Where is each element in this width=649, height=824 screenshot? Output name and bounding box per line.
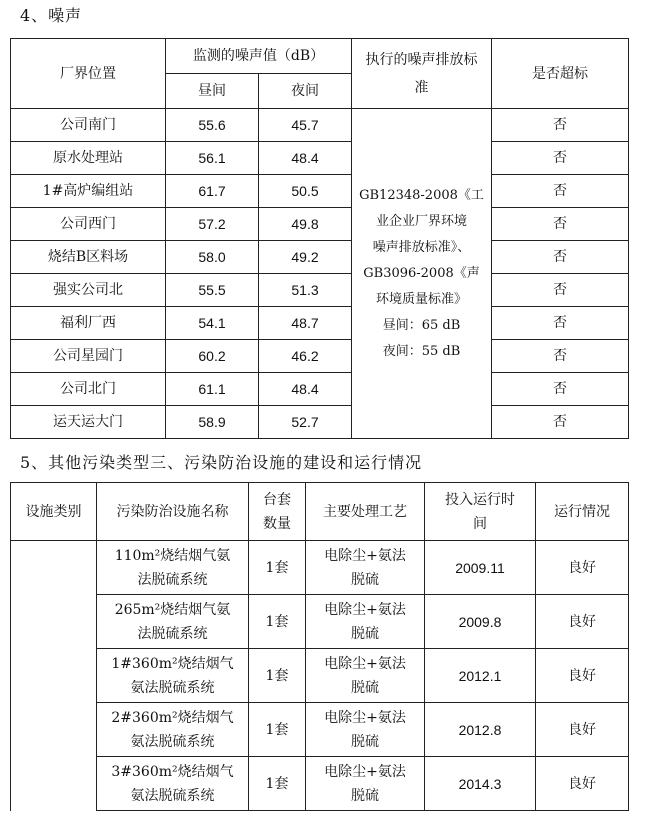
cell-process [306,703,425,757]
header-category: 设施类别 [11,483,97,541]
cell-exceed: 否 [492,406,629,439]
standard-line: GB12348-2008《工 [359,187,484,203]
cell-night: 48.4 [259,373,352,406]
cell-name [97,595,249,649]
process-line: 脱硫 [351,571,379,588]
cell-date: 2014.3 [425,757,536,811]
standard-line: 噪声排放标准》、 [372,239,471,255]
process-line: 电除尘+氨法 [324,547,406,564]
process-line: 电除尘+氨法 [324,709,406,726]
cell-status: 良好 [536,595,629,649]
table-row [11,406,629,439]
cell-status: 良好 [536,757,629,811]
header-count-line: 数量 [263,515,291,532]
cell-exceed: 否 [492,340,629,373]
cell-night: 50.5 [259,175,352,208]
header-day: 昼间 [166,74,259,109]
standard-line: 环境质量标准》 [375,291,467,307]
cell-night: 49.2 [259,241,352,274]
cell-exceed: 否 [492,373,629,406]
process-line: 脱硫 [351,787,379,804]
cell-exceed: 否 [492,307,629,340]
cell-location: 公司西门 [11,208,166,241]
process-line: 电除尘+氨法 [324,601,406,618]
header-noise-value: 监测的噪声值（dB） [166,39,352,74]
table-row [11,175,629,208]
table-row [11,757,629,811]
name-line: 265m²烧结烟气氨 [114,601,231,618]
cell-location: 公司北门 [11,373,166,406]
header-process: 主要处理工艺 [306,483,425,541]
header-date [425,483,536,541]
cell-name [97,757,249,811]
cell-standard [352,109,492,439]
table-row [11,373,629,406]
header-date-line: 投入运行时 [445,491,515,508]
cell-exceed: 否 [492,208,629,241]
cell-location: 原水处理站 [11,142,166,175]
name-line: 氨法脱硫系统 [130,733,215,750]
cell-process [306,757,425,811]
cell-status: 良好 [536,649,629,703]
cell-night: 52.7 [259,406,352,439]
facility-table [10,482,629,811]
cell-night: 46.2 [259,340,352,373]
facility-header-row [11,483,629,541]
cell-day: 61.7 [166,175,259,208]
table-row [11,340,629,373]
process-line: 电除尘+氨法 [324,655,406,672]
cell-day: 58.9 [166,406,259,439]
cell-day: 56.1 [166,142,259,175]
cell-count: 1套 [249,703,306,757]
cell-name [97,541,249,595]
table-row [11,142,629,175]
cell-date: 2009.11 [425,541,536,595]
noise-header-row [11,39,629,74]
noise-table [10,38,629,439]
cell-date: 2012.8 [425,703,536,757]
cell-date: 2009.8 [425,595,536,649]
process-line: 脱硫 [351,733,379,750]
table-row [11,649,629,703]
name-line: 法脱硫系统 [137,625,208,642]
cell-exceed: 否 [492,274,629,307]
table-row [11,109,629,142]
cell-location: 公司星园门 [11,340,166,373]
name-line: 法脱硫系统 [137,571,208,588]
cell-name [97,649,249,703]
table-row [11,241,629,274]
process-line: 电除尘+氨法 [324,763,406,780]
cell-process [306,595,425,649]
cell-count: 1套 [249,541,306,595]
cell-location: 福利厂西 [11,307,166,340]
cell-exceed: 否 [492,109,629,142]
process-line: 脱硫 [351,679,379,696]
cell-process [306,649,425,703]
cell-count: 1套 [249,649,306,703]
cell-name [97,703,249,757]
name-line: 氨法脱硫系统 [130,787,215,804]
header-name: 污染防治设施名称 [97,483,249,541]
header-count-line: 台套 [263,491,291,508]
section-5-heading: 5、其他污染类型三、污染防治设施的建设和运行情况 [20,453,423,472]
cell-night: 48.4 [259,142,352,175]
cell-night: 48.7 [259,307,352,340]
standard-line: 夜间：55 dB [382,343,461,359]
cell-night: 45.7 [259,109,352,142]
name-line: 2#360m²烧结烟气 [111,709,234,726]
cell-location: 运天运大门 [11,406,166,439]
header-status: 运行情况 [536,483,629,541]
standard-line: GB3096-2008《声 [363,265,480,281]
cell-count: 1套 [249,595,306,649]
cell-day: 54.1 [166,307,259,340]
cell-day: 55.6 [166,109,259,142]
header-standard: 执行的噪声排放标准 [352,39,492,109]
cell-location: 公司南门 [11,109,166,142]
header-date-line: 间 [473,515,487,532]
standard-line: 昼间：65 dB [382,317,461,333]
header-exceed: 是否超标 [492,39,629,109]
header-location: 厂界位置 [11,39,166,109]
cell-date: 2012.1 [425,649,536,703]
name-line: 3#360m²烧结烟气 [111,763,234,780]
cell-night: 49.8 [259,208,352,241]
standard-line: 业企业厂界环境 [375,213,467,229]
name-line: 1#360m²烧结烟气 [111,655,234,672]
table-row [11,595,629,649]
cell-location: 烧结B区料场 [11,241,166,274]
name-line: 氨法脱硫系统 [130,679,215,696]
table-row [11,541,629,595]
cell-status: 良好 [536,703,629,757]
table-row [11,208,629,241]
cell-exceed: 否 [492,142,629,175]
section-4-heading: 4、噪声 [20,6,83,25]
cell-exceed: 否 [492,175,629,208]
cell-count: 1套 [249,757,306,811]
header-count [249,483,306,541]
table-row [11,703,629,757]
cell-category [11,541,97,811]
cell-day: 57.2 [166,208,259,241]
cell-location: 强实公司北 [11,274,166,307]
cell-day: 58.0 [166,241,259,274]
cell-status: 良好 [536,541,629,595]
table-row [11,307,629,340]
cell-day: 60.2 [166,340,259,373]
header-night: 夜间 [259,74,352,109]
cell-exceed: 否 [492,241,629,274]
cell-process [306,541,425,595]
process-line: 脱硫 [351,625,379,642]
table-row [11,274,629,307]
cell-day: 61.1 [166,373,259,406]
name-line: 110m²烧结烟气氨 [114,547,231,564]
cell-location: 1#高炉编组站 [11,175,166,208]
cell-night: 51.3 [259,274,352,307]
cell-day: 55.5 [166,274,259,307]
